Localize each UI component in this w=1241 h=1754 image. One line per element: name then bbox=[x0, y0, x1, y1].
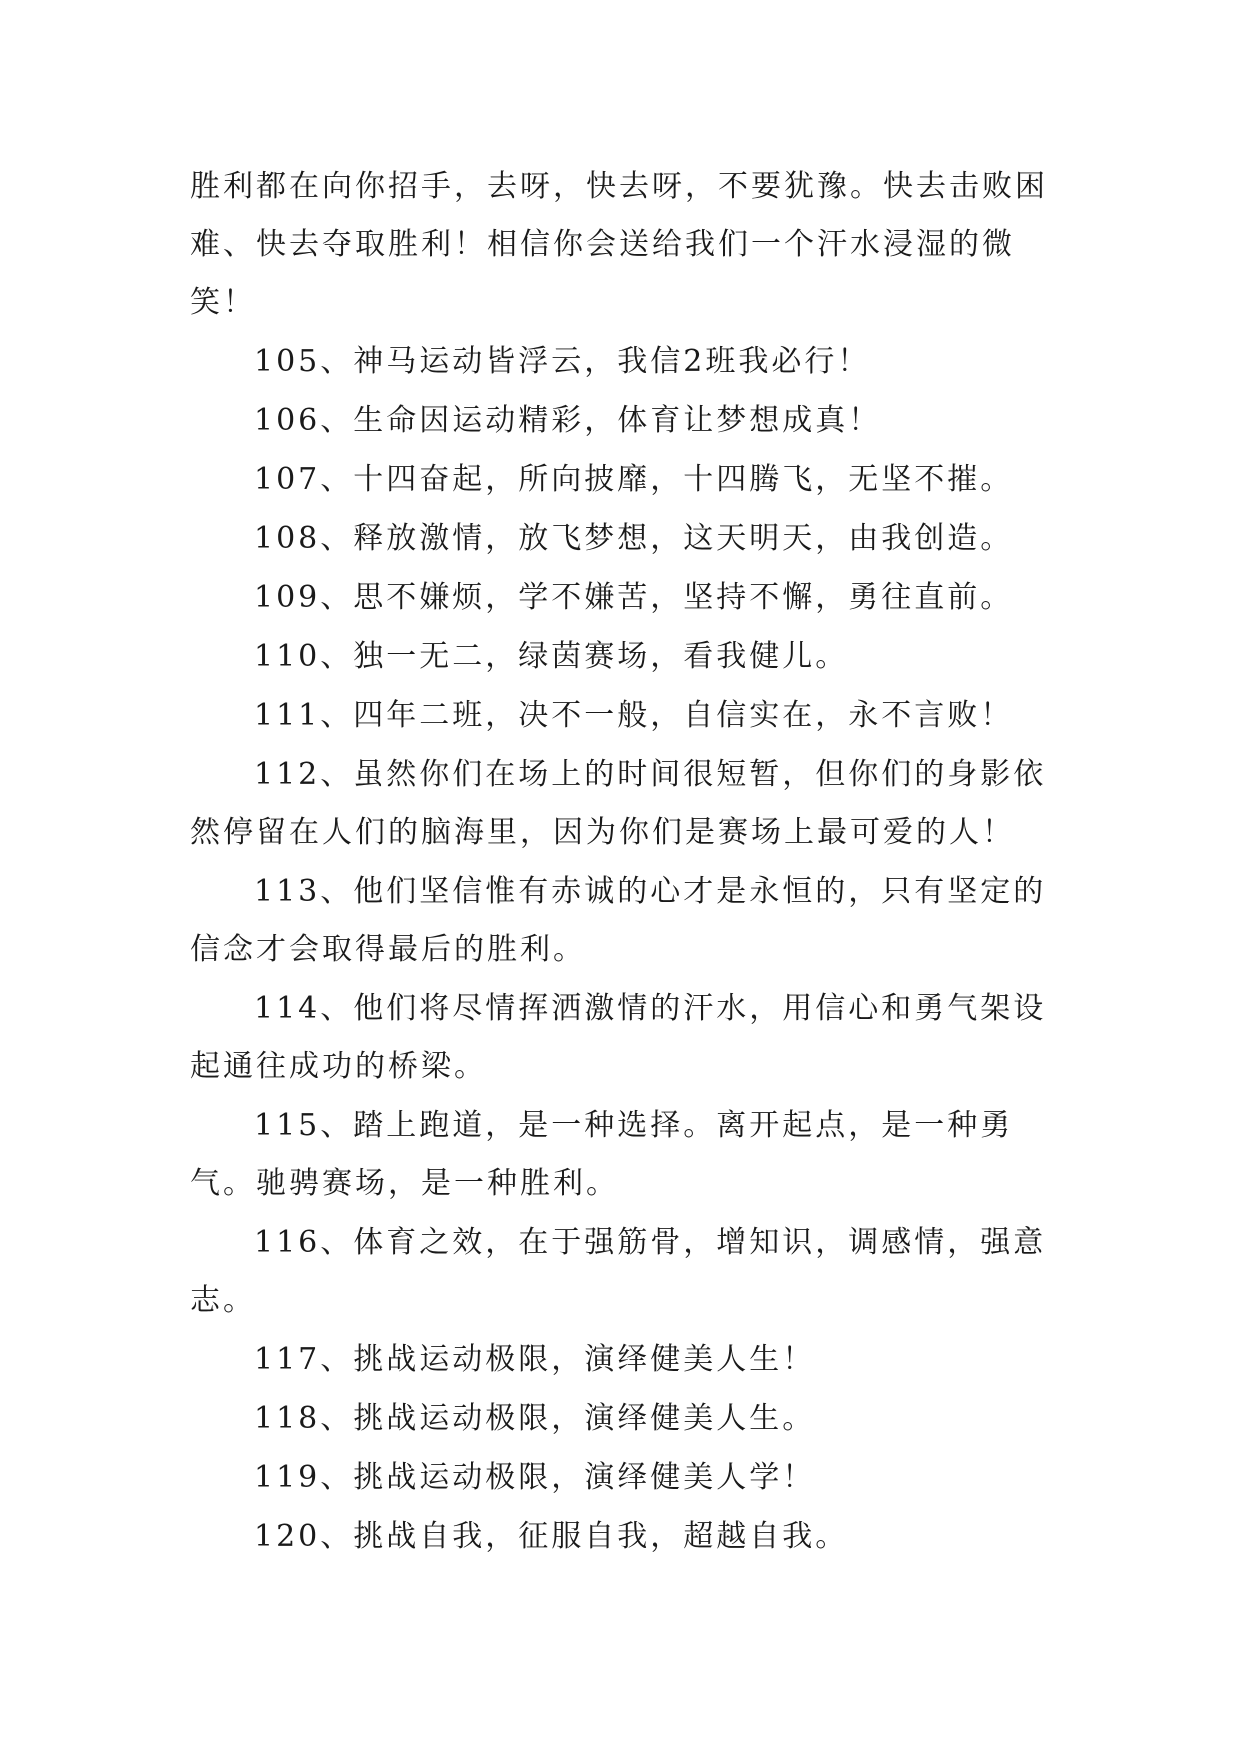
slogan-item: 106、生命因运动精彩，体育让梦想成真！ bbox=[254, 403, 882, 438]
slogan-item: 107、十四奋起，所向披靡，十四腾飞，无坚不摧。 bbox=[254, 462, 1014, 497]
slogan-item: 108、释放激情，放飞梦想，这天明天，由我创造。 bbox=[254, 521, 1014, 556]
slogan-item: 112、虽然你们在场上的时间很短暂，但你们的身影依然停留在人们的脑海里，因为你们是赛场上最可爱的人！ bbox=[190, 757, 1047, 850]
slogan-item: 118、挑战运动极限，演绎健美人生。 bbox=[254, 1401, 816, 1436]
slogan-item: 110、独一无二，绿茵赛场，看我健儿。 bbox=[254, 639, 849, 674]
document-body bbox=[190, 158, 1070, 1567]
paragraph: 胜利都在向你招手，去呀，快去呀，不要犹豫。快去击败困难、快去夺取胜利！相信你会送给我们一个汗水浸湿的微笑！ bbox=[190, 169, 1048, 320]
slogan-item: 119、挑战运动极限，演绎健美人学！ bbox=[254, 1460, 816, 1495]
slogan-item: 115、踏上跑道，是一种选择。离开起点，是一种勇气。驰骋赛场，是一种胜利。 bbox=[190, 1108, 1014, 1201]
slogan-item: 114、他们将尽情挥洒激情的汗水，用信心和勇气架设起通往成功的桥梁。 bbox=[190, 991, 1047, 1084]
slogan-item: 116、体育之效，在于强筋骨，增知识，调感情，强意志。 bbox=[190, 1225, 1047, 1318]
slogan-item: 113、他们坚信惟有赤诚的心才是永恒的，只有坚定的信念才会取得最后的胜利。 bbox=[190, 874, 1047, 967]
slogan-item: 120、挑战自我，征服自我，超越自我。 bbox=[254, 1519, 849, 1554]
slogan-item: 111、四年二班，决不一般，自信实在，永不言败！ bbox=[254, 698, 1014, 733]
slogan-item: 105、神马运动皆浮云，我信2班我必行！ bbox=[254, 344, 871, 379]
slogan-item: 109、思不嫌烦，学不嫌苦，坚持不懈，勇往直前。 bbox=[254, 580, 1014, 615]
slogan-item: 117、挑战运动极限，演绎健美人生！ bbox=[254, 1342, 816, 1377]
